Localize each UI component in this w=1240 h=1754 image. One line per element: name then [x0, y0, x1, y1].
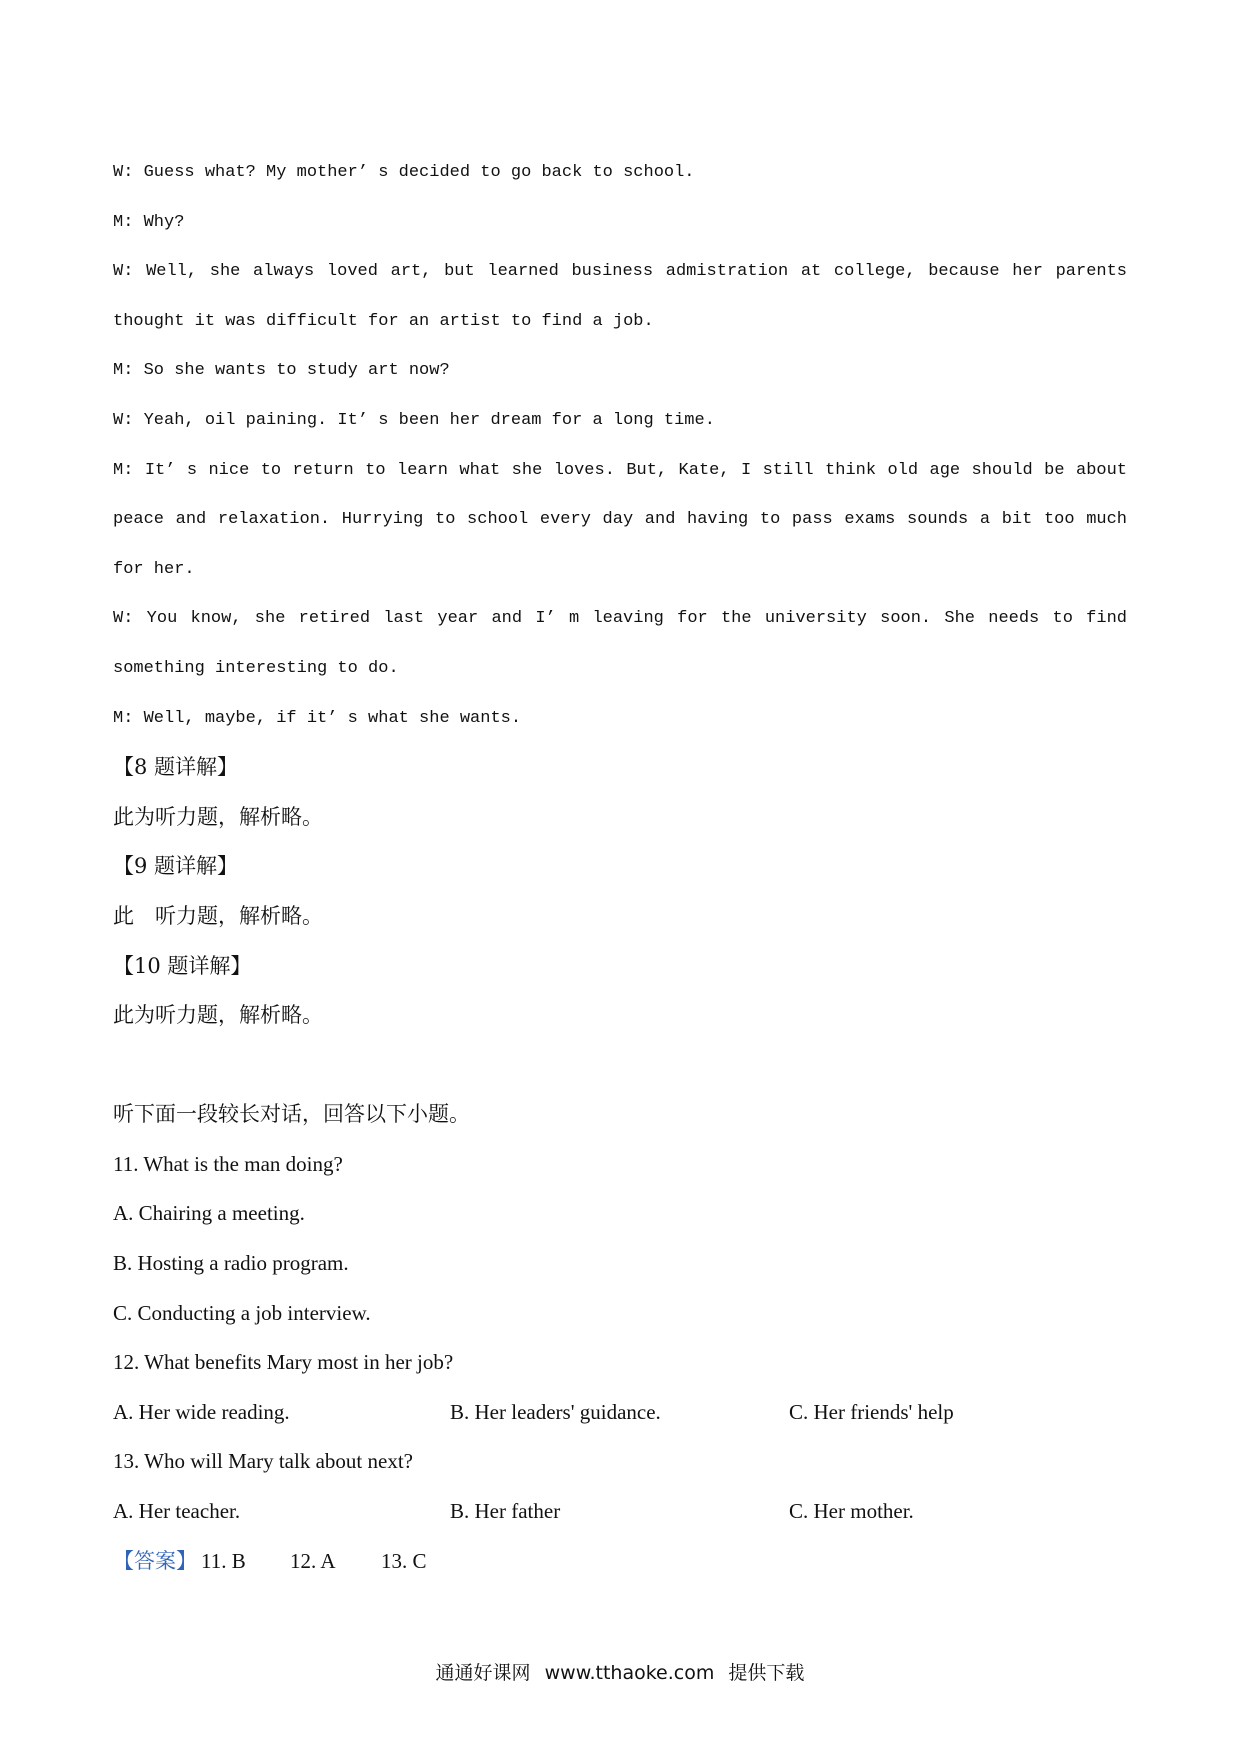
dialogue-transcript: [113, 148, 1127, 743]
option-a: A. Her teacher.: [113, 1499, 241, 1524]
dialogue-line: thought it was difficult for an artist to find a job.: [113, 311, 654, 331]
dialogue-line: W: Well, she always loved art, but learned business admistration at college, because her parents: [113, 262, 1127, 282]
question-13: [113, 1437, 1127, 1536]
answer-label: 【答案】: [113, 1548, 197, 1573]
question-11: [113, 1140, 1127, 1338]
footer-site-name: 通通好课网: [435, 1662, 531, 1684]
explanation-text: 此为听力题，解析略。: [113, 804, 323, 829]
dialogue-line: something interesting to do.: [113, 658, 399, 678]
explanation-heading: 【10 题详解】: [113, 953, 252, 978]
explanation-text: 此 听力题，解析略。: [113, 903, 323, 928]
listening-section: [113, 1090, 1127, 1586]
explanation-heading: 【9 题详解】: [113, 854, 239, 879]
explanation-q8: [113, 743, 1127, 842]
option-c: C. Her mother.: [789, 1499, 914, 1524]
answer-item: 11. B: [201, 1548, 246, 1573]
option-b: B. Hosting a radio program.: [113, 1251, 349, 1276]
explanations: [113, 743, 1127, 1041]
dialogue-line: M: Well, maybe, if it’ s what she wants.: [113, 708, 522, 728]
dialogue-line: for her.: [113, 559, 195, 579]
answer-item: 13. C: [381, 1548, 427, 1573]
dialogue-line: W: You know, she retired last year and I’ m leaving for the university soon. She needs to find: [113, 609, 1127, 629]
explanation-q9: [113, 842, 1127, 941]
answer-item: 12. A: [290, 1548, 336, 1573]
question-stem: 12. What benefits Mary most in her job?: [113, 1350, 454, 1375]
blank-line: [113, 1041, 1127, 1091]
question-12: [113, 1338, 1127, 1437]
options-row: [113, 1487, 1127, 1537]
dialogue-line: peace and relaxation. Hurrying to school every day and having to pass exams sounds a bit too much: [113, 510, 1127, 530]
footer-url: www.tthaoke.com: [544, 1662, 715, 1684]
question-stem: 13. Who will Mary talk about next?: [113, 1449, 413, 1474]
dialogue-line: M: It’ s nice to return to learn what she loves. But, Kate, I still think old age should be about: [113, 460, 1127, 480]
option-a: A. Chairing a meeting.: [113, 1201, 305, 1226]
option-c: C. Her friends' help: [789, 1399, 954, 1424]
section-instruction: 听下面一段较长对话，回答以下小题。: [113, 1102, 470, 1127]
question-stem: 11. What is the man doing?: [113, 1151, 343, 1176]
options-row: [113, 1388, 1127, 1438]
option-b: B. Her father: [450, 1499, 561, 1524]
dialogue-line: W: Yeah, oil paining. It’ s been her dream for a long time.: [113, 410, 715, 430]
dialogue-line: W: Guess what? My mother’ s decided to go back to school.: [113, 163, 695, 182]
page-footer: [0, 1658, 1240, 1688]
option-b: B. Her leaders' guidance.: [450, 1399, 661, 1424]
explanation-text: 此为听力题，解析略。: [113, 1003, 323, 1028]
dialogue-line: M: So she wants to study art now?: [113, 361, 450, 381]
option-a: A. Her wide reading.: [113, 1399, 290, 1424]
explanation-heading: 【8 题详解】: [113, 755, 239, 780]
answer-row: [113, 1537, 1127, 1587]
page-content: [113, 148, 1127, 1586]
option-c: C. Conducting a job interview.: [113, 1300, 371, 1325]
dialogue-line: M: Why?: [113, 212, 185, 232]
footer-suffix: 提供下载: [728, 1662, 805, 1684]
explanation-q10: [113, 942, 1127, 1041]
